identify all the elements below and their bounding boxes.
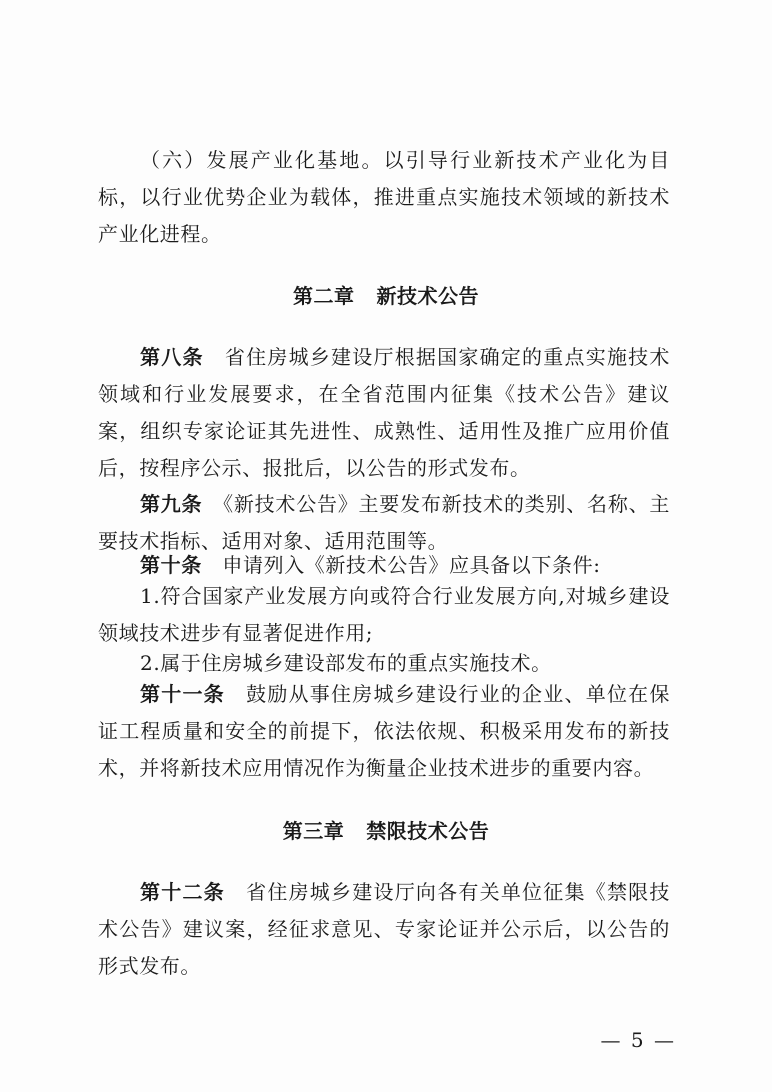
article-text: 《新技术公告》主要发布新技术的类别、名称、主要技术指标、适用对象、适用范围等。 <box>98 492 670 553</box>
page-number: — 5 — <box>600 1028 676 1052</box>
article-text: 省住房城乡建设厅根据国家确定的重点实施技术领域和行业发展要求，在全省范围内征集《技术公告》建议案，组织专家论证其先进性、成熟性、适用性及推广应用价值后，按程序公示、报批后，以公告的形式发布。 <box>98 345 670 480</box>
condition-text: 2.属于住房城乡建设部发布的重点实施技术。 <box>140 651 552 675</box>
article-number: 第十一条 <box>140 682 225 706</box>
paragraph-text: （六）发展产业化基地。以引导行业新技术产业化为目标，以行业优势企业为载体，推进重点实施技术领域的新技术产业化进程。 <box>98 148 670 246</box>
article-number: 第九条 <box>140 492 203 516</box>
paragraph-industrial-base <box>98 142 670 253</box>
article-text: 省住房城乡建设厅向各有关单位征集《禁限技术公告》建议案，经征求意见、专家论证并公示后，以公告的形式发布。 <box>98 880 670 978</box>
chapter-title: 禁限技术公告 <box>366 819 490 843</box>
article-text: 鼓励从事住房城乡建设行业的企业、单位在保证工程质量和安全的前提下，依法依规、积极采用发布的新技术，并将新技术应用情况作为衡量企业技术进步的重要内容。 <box>98 682 670 780</box>
condition-text: 1.符合国家产业发展方向或符合行业发展方向,对城乡建设领域技术进步有显著促进作用; <box>98 584 670 645</box>
article-number: 第十二条 <box>140 880 225 904</box>
chapter-title: 新技术公告 <box>376 284 479 308</box>
article-number: 第十条 <box>140 553 202 577</box>
article-11 <box>98 676 670 787</box>
chapter-three-heading <box>0 815 772 844</box>
chapter-number: 第三章 <box>282 819 345 843</box>
article-number: 第八条 <box>140 345 204 369</box>
article-12 <box>98 874 670 985</box>
chapter-two-heading <box>0 280 772 309</box>
article-text: 申请列入《新技术公告》应具备以下条件: <box>201 553 601 577</box>
condition-1 <box>98 578 670 652</box>
chapter-number: 第二章 <box>293 284 355 308</box>
article-8 <box>98 339 670 487</box>
